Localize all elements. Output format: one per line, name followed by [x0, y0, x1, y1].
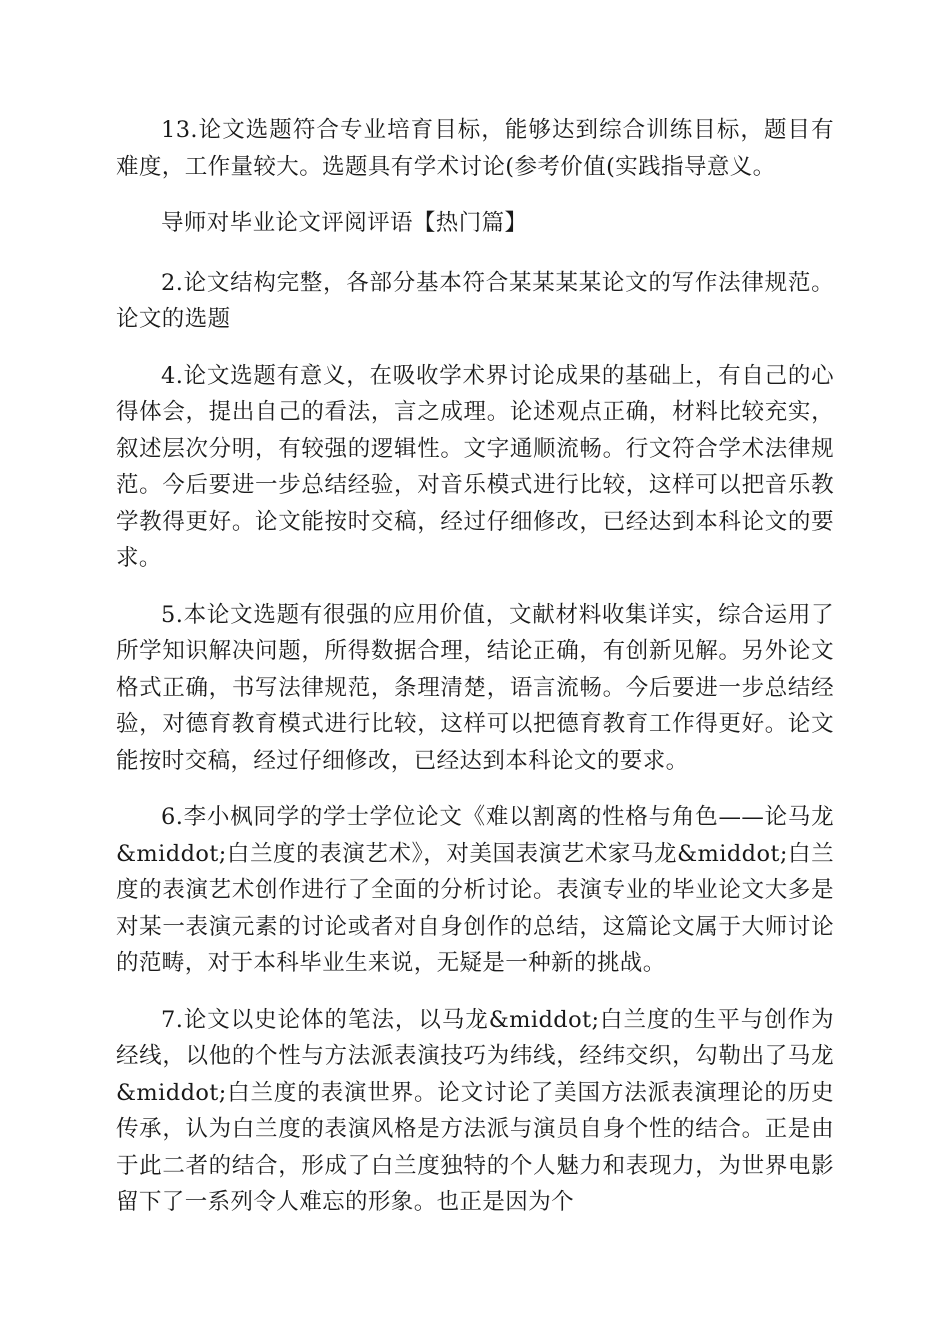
document-body — [116, 112, 834, 1241]
section-heading: 导师对毕业论文评阅评语【热门篇】 — [161, 210, 528, 236]
paragraph-13: 13.论文选题符合专业培育目标，能够达到综合训练目标，题目有难度，工作量较大。选题具有学术讨论(参考价值(实践指导意义。 — [116, 117, 834, 180]
paragraph-2: 2.论文结构完整，各部分基本符合某某某某论文的写作法律规范。论文的选题 — [116, 269, 834, 332]
paragraph-7: 7.论文以史论体的笔法，以马龙&middot;白兰度的生平与创作为经线，以他的个性与方法派表演技巧为纬线，经纬交织，勾勒出了马龙&middot;白兰度的表演世界。论文讨论了美国方法派表演理论的历史传承，认为白兰度的表演风格是方法派与演员自身个性的结合。正是由于此二者的结合，形成了白兰度独特的个人魅力和表现力，为世界电影留下了一系列令人难忘的形象。也正是因为个 — [116, 1006, 834, 1215]
paragraph-6: 6.李小枫同学的学士学位论文《难以割离的性格与角色——论马龙&middot;白兰度的表演艺术》，对美国表演艺术家马龙&middot;白兰度的表演艺术创作进行了全面的分析讨论。表演专业的毕业论文大多是对某一表演元素的讨论或者对自身创作的总结，这篇论文属于大师讨论的范畴，对于本科毕业生来说，无疑是一种新的挑战。 — [116, 804, 834, 976]
paragraph-4: 4.论文选题有意义，在吸收学术界讨论成果的基础上，有自己的心得体会，提出自己的看法，言之成理。论述观点正确，材料比较充实，叙述层次分明，有较强的逻辑性。文字通顺流畅。行文符合学术法律规范。今后要进一步总结经验，对音乐模式进行比较，这样可以把音乐教学教得更好。论文能按时交稿，经过仔细修改，已经达到本科论文的要求。 — [116, 362, 834, 571]
paragraph-5: 5.本论文选题有很强的应用价值，文献材料收集详实，综合运用了所学知识解决问题，所得数据合理，结论正确，有创新见解。另外论文格式正确，书写法律规范，条理清楚，语言流畅。今后要进一步总结经验，对德育教育模式进行比较，这样可以把德育教育工作得更好。论文能按时交稿，经过仔细修改，已经达到本科论文的要求。 — [116, 601, 834, 774]
